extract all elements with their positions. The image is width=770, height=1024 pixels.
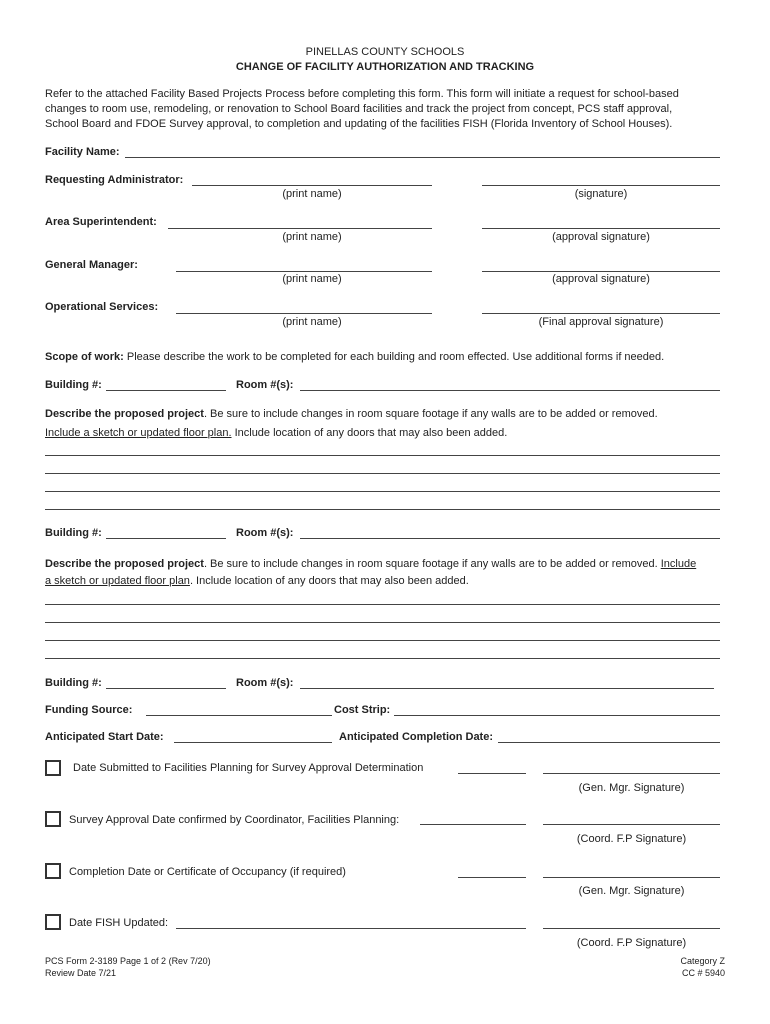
signature-caption: (Gen. Mgr. Signature) [578, 782, 685, 794]
print-name-caption: (print name) [282, 316, 342, 328]
print-name-caption: (print name) [282, 231, 342, 243]
intro-line-3: School Board and FDOE Survey approval, to completion and updating of the facilities FISH (Florida Inventory of School Houses). [45, 118, 673, 130]
description-line[interactable] [45, 455, 720, 456]
describe-text: . Be sure to include changes in room square footage if any walls are to be added or removed. [203, 558, 661, 570]
cost-strip-field[interactable] [394, 715, 720, 716]
describe-instructions-1 [45, 408, 658, 420]
area-super-label: Area Superintendent: [45, 216, 157, 228]
start-date-field[interactable] [174, 742, 332, 743]
intro-line-1: Refer to the attached Facility Based Projects Process before completing this form. This form will initiate a request for school-based [45, 88, 679, 100]
building-label: Building #: [45, 527, 102, 539]
area-super-name-field[interactable] [168, 228, 432, 229]
signature-field[interactable] [543, 773, 720, 774]
building-field-3[interactable] [106, 688, 226, 689]
operational-services-signature-field[interactable] [482, 313, 720, 314]
checklist-label: Completion Date or Certificate of Occupancy (if required) [69, 866, 346, 878]
date-field[interactable] [458, 877, 526, 878]
building-field-2[interactable] [106, 538, 226, 539]
general-manager-name-field[interactable] [176, 271, 432, 272]
sketch-note: a sketch or updated floor plan [45, 575, 190, 587]
room-field-3[interactable] [300, 688, 714, 689]
print-name-caption: (print name) [282, 188, 342, 200]
describe-sketch-1 [45, 427, 507, 439]
room-field-1[interactable] [300, 390, 720, 391]
operational-services-label: Operational Services: [45, 301, 159, 313]
funding-source-label: Funding Source: [45, 704, 133, 716]
doors-note: Include location of any doors that may also been added. [231, 427, 508, 439]
form-title: CHANGE OF FACILITY AUTHORIZATION AND TRACKING [235, 61, 535, 73]
building-field-1[interactable] [106, 390, 226, 391]
signature-caption: (Coord. F.P Signature) [576, 833, 687, 845]
describe-label: Describe the proposed project [45, 558, 204, 570]
requesting-admin-name-field[interactable] [192, 185, 432, 186]
category: Category Z [680, 956, 725, 966]
facility-name-field[interactable] [125, 157, 720, 158]
date-field[interactable] [176, 928, 526, 929]
room-label: Room #(s): [236, 379, 294, 391]
intro-line-2: changes to room use, remodeling, or renovation to School Board facilities and track the project from concept, PCS staff approval, [45, 103, 673, 115]
description-line[interactable] [45, 473, 720, 474]
signature-caption: (Coord. F.P Signature) [576, 937, 687, 949]
cc-number: CC # 5940 [681, 968, 725, 978]
approval-signature-caption: (approval signature) [552, 273, 650, 285]
funding-source-field[interactable] [146, 715, 332, 716]
building-label: Building #: [45, 677, 102, 689]
description-line[interactable] [45, 640, 720, 641]
area-super-signature-field[interactable] [482, 228, 720, 229]
checklist-label: Survey Approval Date confirmed by Coordinator, Facilities Planning: [69, 814, 400, 826]
checkbox-survey-submitted[interactable] [45, 760, 61, 776]
checklist-label: Date Submitted to Facilities Planning for Survey Approval Determination [73, 762, 424, 774]
approval-signature-caption: (approval signature) [552, 231, 650, 243]
signature-caption: (signature) [574, 188, 628, 200]
checklist-label: Date FISH Updated: [69, 917, 169, 929]
review-date: Review Date 7/21 [45, 968, 117, 978]
date-field[interactable] [420, 824, 526, 825]
scope-of-work [45, 351, 664, 363]
describe-text: . Be sure to include changes in room square footage if any walls are to be added or removed. [203, 408, 658, 420]
sketch-note: Include [660, 558, 697, 570]
facility-name-label: Facility Name: [45, 146, 120, 158]
general-manager-signature-field[interactable] [482, 271, 720, 272]
org-name: PINELLAS COUNTY SCHOOLS [305, 46, 465, 58]
checkbox-survey-approval[interactable] [45, 811, 61, 827]
signature-field[interactable] [543, 824, 720, 825]
requesting-admin-signature-field[interactable] [482, 185, 720, 186]
describe-label: Describe the proposed project [45, 408, 204, 420]
checkbox-fish-updated[interactable] [45, 914, 61, 930]
print-name-caption: (print name) [282, 273, 342, 285]
signature-field[interactable] [543, 928, 720, 929]
description-line[interactable] [45, 658, 720, 659]
date-field[interactable] [458, 773, 526, 774]
room-field-2[interactable] [300, 538, 720, 539]
scope-label: Scope of work: [45, 351, 124, 363]
scope-text: Please describe the work to be completed for each building and room effected. Use additional forms if needed. [126, 351, 665, 363]
doors-note: . Include location of any doors that may also been added. [189, 575, 469, 587]
signature-caption: (Gen. Mgr. Signature) [578, 885, 685, 897]
cost-strip-label: Cost Strip: [334, 704, 391, 716]
start-date-label: Anticipated Start Date: [45, 731, 164, 743]
description-line[interactable] [45, 491, 720, 492]
requesting-admin-label: Requesting Administrator: [45, 174, 184, 186]
sketch-note: Include a sketch or updated floor plan. [45, 427, 232, 439]
checkbox-completion[interactable] [45, 863, 61, 879]
describe-instructions-2 [45, 558, 696, 570]
signature-field[interactable] [543, 877, 720, 878]
completion-date-field[interactable] [498, 742, 720, 743]
description-line[interactable] [45, 509, 720, 510]
operational-services-name-field[interactable] [176, 313, 432, 314]
final-approval-signature-caption: (Final approval signature) [538, 316, 664, 328]
completion-date-label: Anticipated Completion Date: [339, 731, 494, 743]
room-label: Room #(s): [236, 677, 294, 689]
description-line[interactable] [45, 604, 720, 605]
description-line[interactable] [45, 622, 720, 623]
room-label: Room #(s): [236, 527, 294, 539]
general-manager-label: General Manager: [45, 259, 138, 271]
describe-sketch-2 [45, 575, 469, 587]
form-number: PCS Form 2-3189 Page 1 of 2 (Rev 7/20) [45, 956, 211, 966]
building-label: Building #: [45, 379, 102, 391]
